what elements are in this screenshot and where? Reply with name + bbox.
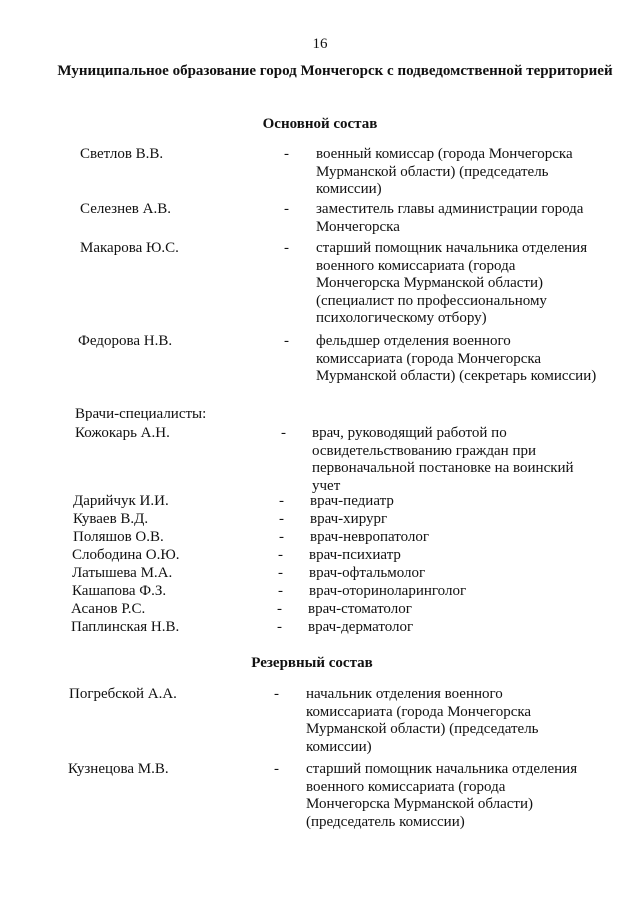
specialist-name: Латышева М.А.: [72, 565, 173, 581]
specialist-role: врач-стоматолог: [308, 601, 412, 617]
reserve-member-role: старший помощник начальника отделения военного комиссариата (города Мончегорска Мурманской области) (председатель комиссии): [306, 761, 578, 830]
specialist-name: Кожокарь А.Н.: [75, 425, 170, 441]
specialist-role: врач-офтальмолог: [309, 565, 426, 581]
main-section-heading: Основной состав: [262, 116, 378, 132]
member-name: Макарова Ю.С.: [80, 240, 179, 256]
dash: -: [284, 146, 289, 162]
dash: -: [277, 619, 282, 635]
specialist-name: Дарийчук И.И.: [73, 493, 169, 509]
specialist-name: Слободина О.Ю.: [72, 547, 180, 563]
specialist-name: Паплинская Н.В.: [71, 619, 180, 635]
dash: -: [278, 547, 283, 563]
reserve-member-name: Кузнецова М.В.: [68, 761, 169, 777]
specialist-role: врач-дерматолог: [308, 619, 414, 635]
dash: -: [281, 425, 286, 441]
specialists-heading: Врачи-специалисты:: [75, 406, 207, 422]
member-name: Селезнев А.В.: [80, 201, 171, 217]
member-role: военный комиссар (города Мончегорска Мурманской области) (председатель комиссии): [316, 146, 573, 197]
specialist-name: Кашапова Ф.З.: [72, 583, 167, 599]
dash: -: [279, 511, 284, 527]
member-name: Светлов В.В.: [80, 146, 164, 162]
dash: -: [279, 493, 284, 509]
specialist-role: врач-психиатр: [309, 547, 401, 563]
dash: -: [284, 201, 289, 217]
specialist-role: врач-хирург: [310, 511, 388, 527]
specialist-name: Поляшов О.В.: [73, 529, 164, 545]
dash: -: [284, 333, 289, 349]
specialist-role: врач-невропатолог: [310, 529, 430, 545]
document-title: Муниципальное образование город Мончегорск с подведомственной территорией: [57, 63, 613, 79]
dash: -: [278, 583, 283, 599]
reserve-member-name: Погребской А.А.: [69, 686, 177, 702]
specialist-role: врач-оториноларинголог: [309, 583, 467, 599]
page-number: 16: [312, 36, 328, 52]
member-role: заместитель главы администрации города Мончегорска: [316, 201, 584, 235]
specialist-role: врач, руководящий работой по освидетельствованию граждан при первоначальной постановке на воинский учет: [312, 425, 574, 494]
member-name: Федорова Н.В.: [78, 333, 173, 349]
dash: -: [274, 761, 279, 777]
dash: -: [274, 686, 279, 702]
specialist-name: Куваев В.Д.: [73, 511, 149, 527]
dash: -: [278, 565, 283, 581]
member-role: фельдшер отделения военного комиссариата (города Мончегорска Мурманской области) (секретарь комиссии): [316, 333, 597, 384]
specialist-role: врач-педиатр: [310, 493, 394, 509]
dash: -: [284, 240, 289, 256]
dash: -: [279, 529, 284, 545]
specialist-name: Асанов Р.С.: [71, 601, 146, 617]
reserve-section-heading: Резервный состав: [251, 655, 373, 671]
member-role: старший помощник начальника отделения военного комиссариата (города Мончегорска Мурманской области) (специалист по профессиональному психологическому отбору): [316, 240, 588, 326]
reserve-member-role: начальник отделения военного комиссариата (города Мончегорска Мурманской области) (председатель комиссии): [306, 686, 539, 755]
dash: -: [277, 601, 282, 617]
